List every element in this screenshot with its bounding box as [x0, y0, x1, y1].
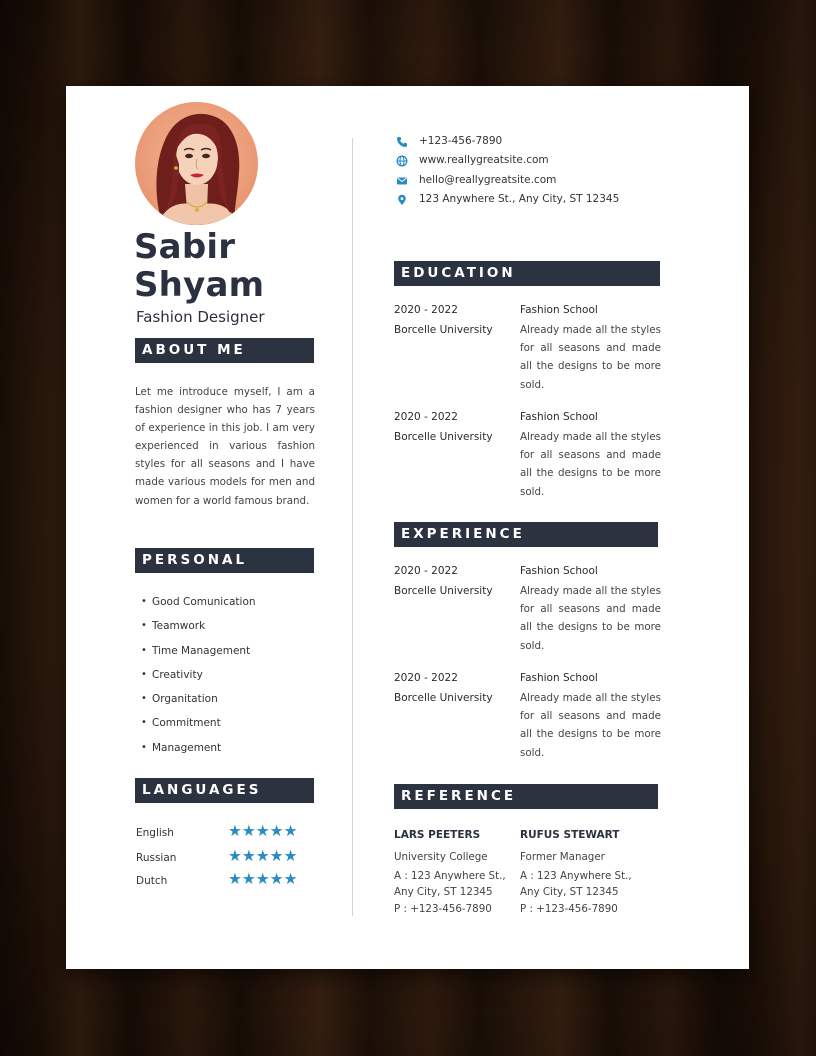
mail-icon — [396, 175, 408, 187]
language-row-russian — [136, 847, 316, 868]
entry-school: Fashion School — [520, 411, 598, 423]
star-rating-icon: ★★★★★ — [228, 870, 298, 888]
reference-role: University College — [394, 851, 488, 863]
education-heading: EDUCATION — [394, 261, 660, 286]
globe-icon — [396, 155, 408, 167]
reference-phone: P : +123-456-7890 — [520, 903, 618, 915]
entry-years: 2020 - 2022 — [394, 304, 458, 316]
entry-description: Already made all the styles for all seasons and made all the designs to be more sold. — [520, 692, 661, 759]
about-heading: ABOUT ME — [135, 338, 314, 363]
reference-name: LARS PEETERS — [394, 829, 481, 841]
email-text: hello@reallygreatsite.com — [419, 174, 557, 186]
reference-address-line1: A : 123 Anywhere St., — [394, 870, 506, 882]
reference-role: Former Manager — [520, 851, 605, 863]
address-text: 123 Anywhere St., Any City, ST 12345 — [419, 193, 620, 205]
entry-years: 2020 - 2022 — [394, 411, 458, 423]
entry-organization: Borcelle University — [394, 431, 493, 443]
entry-description: Already made all the styles for all seasons and made all the designs to be more sold. — [520, 431, 661, 498]
skill-item: • Creativity — [141, 666, 256, 690]
profile-photo — [135, 102, 258, 225]
reference-address-line1: A : 123 Anywhere St., — [520, 870, 632, 882]
reference-phone: P : +123-456-7890 — [394, 903, 492, 915]
language-name: Dutch — [136, 875, 168, 887]
skill-item: • Commitment — [141, 714, 256, 738]
entry-organization: Borcelle University — [394, 692, 493, 704]
personal-heading: PERSONAL — [135, 548, 314, 573]
skill-item: • Time Management — [141, 642, 256, 666]
star-rating-icon: ★★★★★ — [228, 822, 298, 840]
phone-text: +123-456-7890 — [419, 135, 503, 147]
skill-item: • Organitation — [141, 690, 256, 714]
entry-organization: Borcelle University — [394, 324, 493, 336]
about-text: Let me introduce myself, I am a fashion designer who has 7 years of experience in this job. I am very experienced in various fashion styles for all seasons and I have made various models for men and women for a world famous brand. — [135, 386, 315, 507]
language-name: English — [136, 827, 174, 839]
first-name: Sabir — [134, 227, 236, 267]
resume-page — [66, 86, 749, 969]
reference-address-line2: Any City, ST 12345 — [520, 886, 619, 898]
language-name: Russian — [136, 852, 177, 864]
phone-icon — [396, 136, 408, 148]
entry-school: Fashion School — [520, 304, 598, 316]
column-divider — [352, 138, 353, 916]
reference-address-line2: Any City, ST 12345 — [394, 886, 493, 898]
job-title: Fashion Designer — [136, 308, 265, 326]
entry-description: Already made all the styles for all seasons and made all the designs to be more sold. — [520, 585, 661, 652]
skill-item: • Management — [141, 739, 256, 763]
reference-heading: REFERENCE — [394, 784, 658, 809]
full-name — [134, 228, 264, 304]
entry-school: Fashion School — [520, 565, 598, 577]
entry-years: 2020 - 2022 — [394, 565, 458, 577]
reference-name: RUFUS STEWART — [520, 829, 620, 841]
experience-heading: EXPERIENCE — [394, 522, 658, 547]
star-rating-icon: ★★★★★ — [228, 847, 298, 865]
portrait-illustration — [135, 102, 258, 225]
location-pin-icon — [396, 194, 408, 206]
skill-item: • Good Comunication — [141, 593, 256, 617]
language-row-dutch — [136, 870, 316, 891]
entry-description: Already made all the styles for all seasons and made all the designs to be more sold. — [520, 324, 661, 391]
languages-heading: LANGUAGES — [135, 778, 314, 803]
entry-organization: Borcelle University — [394, 585, 493, 597]
entry-school: Fashion School — [520, 672, 598, 684]
skills-list — [141, 593, 256, 763]
entry-years: 2020 - 2022 — [394, 672, 458, 684]
last-name: Shyam — [134, 265, 265, 305]
language-row-english — [136, 822, 316, 843]
skill-item: • Teamwork — [141, 617, 256, 641]
website-text: www.reallygreatsite.com — [419, 154, 549, 166]
